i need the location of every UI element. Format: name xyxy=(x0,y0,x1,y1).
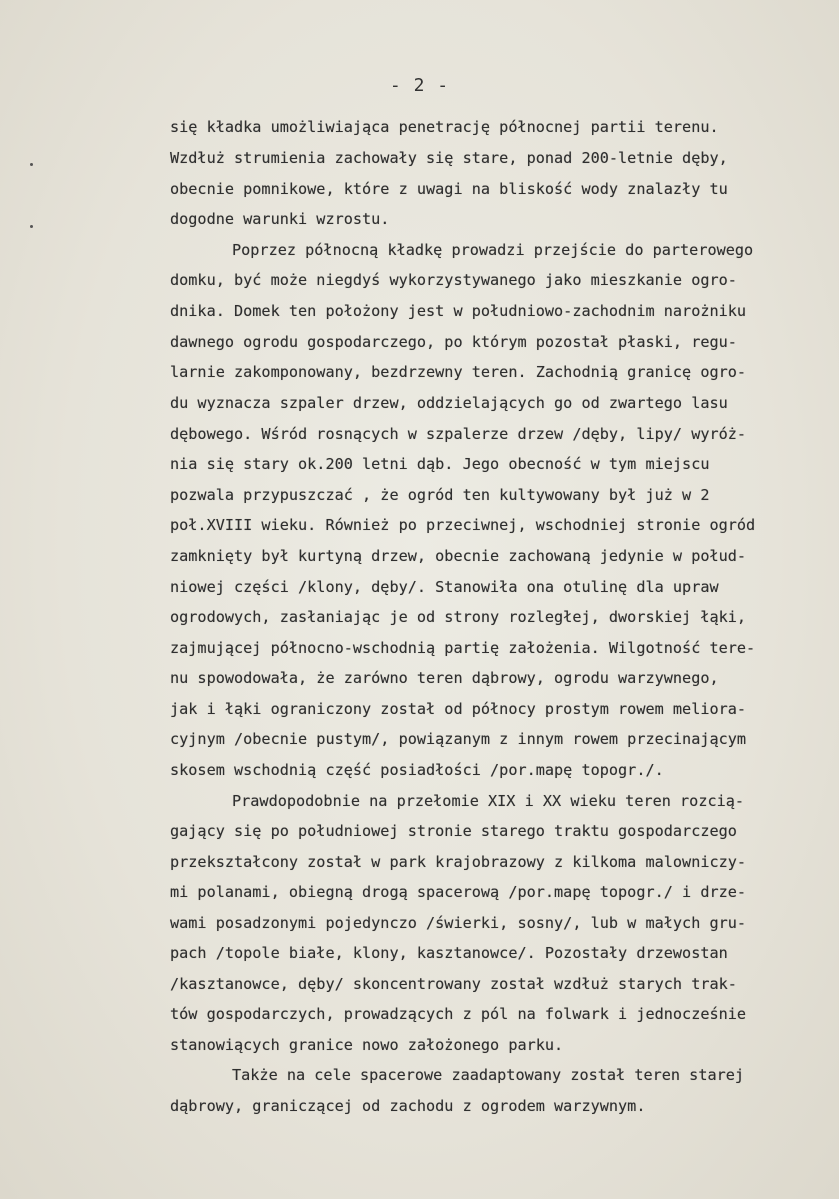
text-line: dębowego. Wśród rosnących w szpalerze drzew /dęby, lipy/ wyróż- xyxy=(170,425,747,443)
text-line: obecnie pomnikowe, które z uwagi na bliskość wody znalazły tu xyxy=(170,180,728,198)
text-line: mi polanami, obiegną drogą spacerową /por.mapę topogr./ i drze- xyxy=(170,883,747,901)
text-line: poł.XVIII wieku. Również po przeciwnej, wschodniej stronie ogród xyxy=(170,516,756,534)
text-line: Poprzez północną kładkę prowadzi przejście do parterowego xyxy=(232,241,754,259)
text-line: nia się stary ok.200 letni dąb. Jego obecność w tym miejscu xyxy=(170,455,710,473)
text-line: Wzdłuż strumienia zachowały się stare, ponad 200-letnie dęby, xyxy=(170,149,728,167)
text-line: pach /topole białe, klony, kasztanowce/. Pozostały drzewostan xyxy=(170,944,728,962)
text-line: gający się po południowej stronie starego traktu gospodarczego xyxy=(170,822,737,840)
text-line: larnie zakomponowany, bezdrzewny teren. Zachodnią granicę ogro- xyxy=(170,363,747,381)
text-line: nu spowodowała, że zarówno teren dąbrowy, ogrodu warzywnego, xyxy=(170,669,719,687)
text-line: się kładka umożliwiająca penetrację północnej partii terenu. xyxy=(170,118,719,136)
text-line: dawnego ogrodu gospodarczego, po którym pozostał płaski, regu- xyxy=(170,333,737,351)
text-line: wami posadzonymi pojedynczo /świerki, sosny/, lub w małych gru- xyxy=(170,914,747,932)
text-line: cyjnym /obecnie pustym/, powiązanym z innym rowem przecinającym xyxy=(170,730,747,748)
text-line: dogodne warunki wzrostu. xyxy=(170,210,390,228)
text-line: stanowiących granice nowo założonego parku. xyxy=(170,1036,564,1054)
page-number: - 2 - xyxy=(389,75,450,96)
text-line: pozwala przypuszczać , że ogród ten kultywowany był już w 2 xyxy=(170,486,710,504)
text-line: niowej części /klony, dęby/. Stanowiła ona otulinę dla upraw xyxy=(170,578,719,596)
text-line: du wyznacza szpaler drzew, oddzielających go od zwartego lasu xyxy=(170,394,728,412)
text-line: Także na cele spacerowe zaadaptowany został teren starej xyxy=(232,1066,745,1084)
margin-mark xyxy=(30,225,33,228)
text-line: dnika. Domek ten położony jest w południowo-zachodnim narożniku xyxy=(170,302,747,320)
text-line: Prawdopodobnie na przełomie XIX i XX wieku teren rozcią- xyxy=(232,792,745,810)
text-line: ogrodowych, zasłaniając je od strony rozległej, dworskiej łąki, xyxy=(170,608,747,626)
text-line: przekształcony został w park krajobrazowy z kilkoma malowniczy- xyxy=(170,853,747,871)
text-line: zajmującej północno-wschodnią partię założenia. Wilgotność tere- xyxy=(170,639,756,657)
text-line: /kasztanowce, dęby/ skoncentrowany został wzdłuż starych trak- xyxy=(170,975,737,993)
text-line: domku, być może niegdyś wykorzystywanego jako mieszkanie ogro- xyxy=(170,271,737,289)
text-line: zamknięty był kurtyną drzew, obecnie zachowaną jedynie w połud- xyxy=(170,547,747,565)
text-line: skosem wschodnią część posiadłości /por.mapę topogr./. xyxy=(170,761,664,779)
text-line: jak i łąki ograniczony został od północy prostym rowem meliora- xyxy=(170,700,747,718)
margin-mark xyxy=(30,163,33,166)
text-line: tów gospodarczych, prowadzących z pól na folwark i jednocześnie xyxy=(170,1005,747,1023)
text-line: dąbrowy, graniczącej od zachodu z ogrodem warzywnym. xyxy=(170,1097,646,1115)
